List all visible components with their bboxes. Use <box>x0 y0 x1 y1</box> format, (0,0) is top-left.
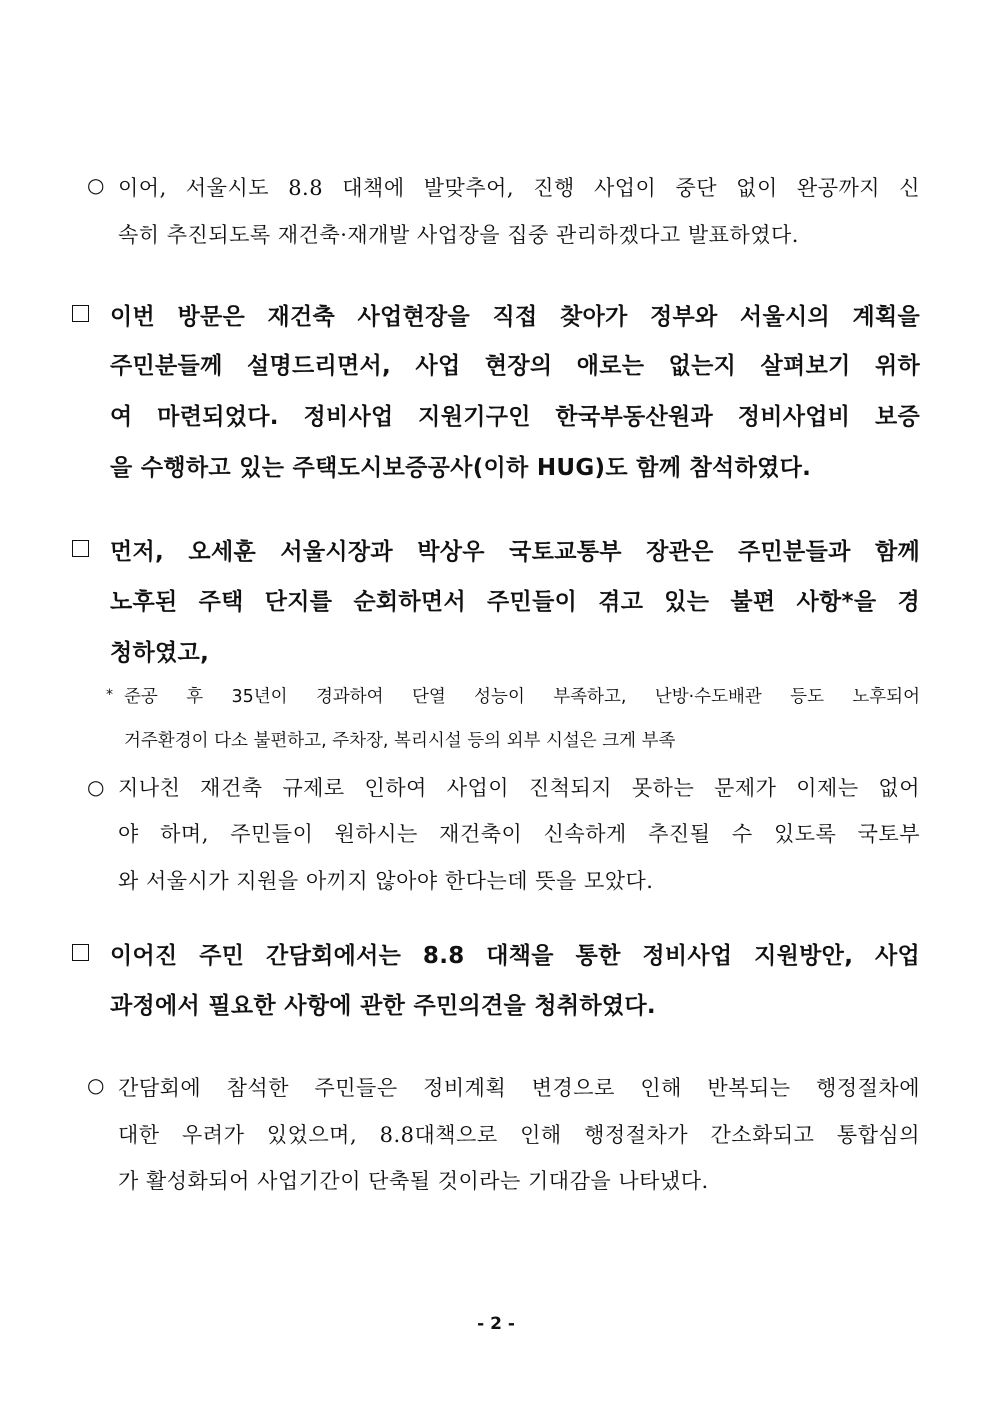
paragraph-line: 속히 추진되도록 재건축·재개발 사업장을 집중 관리하겠다고 발표하였다. <box>118 223 799 247</box>
paragraph-line: 을 수행하고 있는 주택도시보증공사(이하 HUG)도 함께 참석하였다. <box>110 455 812 481</box>
paragraph-line: 지나친 재건축 규제로 인하여 사업이 진척되지 못하는 문제가 이제는 없어 <box>118 776 920 800</box>
page-number: - 2 - <box>477 1314 515 1334</box>
paragraph-line: 간담회에 참석한 주민들은 정비계획 변경으로 인해 반복되는 행정절차에 <box>118 1076 920 1100</box>
paragraph-line: 가 활성화되어 사업기간이 단축될 것이라는 기대감을 나타냈다. <box>118 1169 709 1193</box>
paragraph-line: 과정에서 필요한 사항에 관한 주민의견을 청취하였다. <box>110 993 656 1019</box>
paragraph-line: 주민분들께 설명드리면서, 사업 현장의 애로는 없는지 살펴보기 위하 <box>110 353 920 379</box>
paragraph-line: 청하였고, <box>110 640 210 666</box>
paragraph-line: 이번 방문은 재건축 사업현장을 직접 찾아가 정부와 서울시의 계획을 <box>110 304 920 330</box>
paragraph-line: 먼저, 오세훈 서울시장과 박상우 국토교통부 장관은 주민분들과 함께 <box>110 539 920 565</box>
footnote-marker: * <box>106 687 113 703</box>
square-bullet <box>72 540 89 557</box>
paragraph-line: 야 하며, 주민들이 원하시는 재건축이 신속하게 추진될 수 있도록 국토부 <box>118 822 920 846</box>
paragraph-line: 이어진 주민 간담회에서는 8.8 대책을 통한 정비사업 지원방안, 사업 <box>110 943 920 969</box>
paragraph-line: 노후된 주택 단지를 순회하면서 주민들이 겪고 있는 불편 사항*을 경 <box>110 589 920 615</box>
footnote-line: 준공 후 35년이 경과하여 단열 성능이 부족하고, 난방·수도배관 등도 노후되어 <box>124 687 920 707</box>
square-bullet <box>72 944 89 961</box>
circle-bullet: ○ <box>87 1073 105 1097</box>
paragraph-line: 와 서울시가 지원을 아끼지 않아야 한다는데 뜻을 모았다. <box>118 869 654 893</box>
paragraph-line: 여 마련되었다. 정비사업 지원기구인 한국부동산원과 정비사업비 보증 <box>110 404 920 430</box>
circle-bullet: ○ <box>87 173 105 197</box>
circle-bullet: ○ <box>87 775 105 799</box>
square-bullet <box>72 305 89 322</box>
paragraph-line: 이어, 서울시도 8.8 대책에 발맞추어, 진행 사업이 중단 없이 완공까지 신 <box>118 176 920 200</box>
paragraph-line: 대한 우려가 있었으며, 8.8대책으로 인해 행정절차가 간소화되고 통합심의 <box>118 1123 920 1147</box>
footnote-line: 거주환경이 다소 불편하고, 주차장, 복리시설 등의 외부 시설은 크게 부족 <box>124 731 676 751</box>
